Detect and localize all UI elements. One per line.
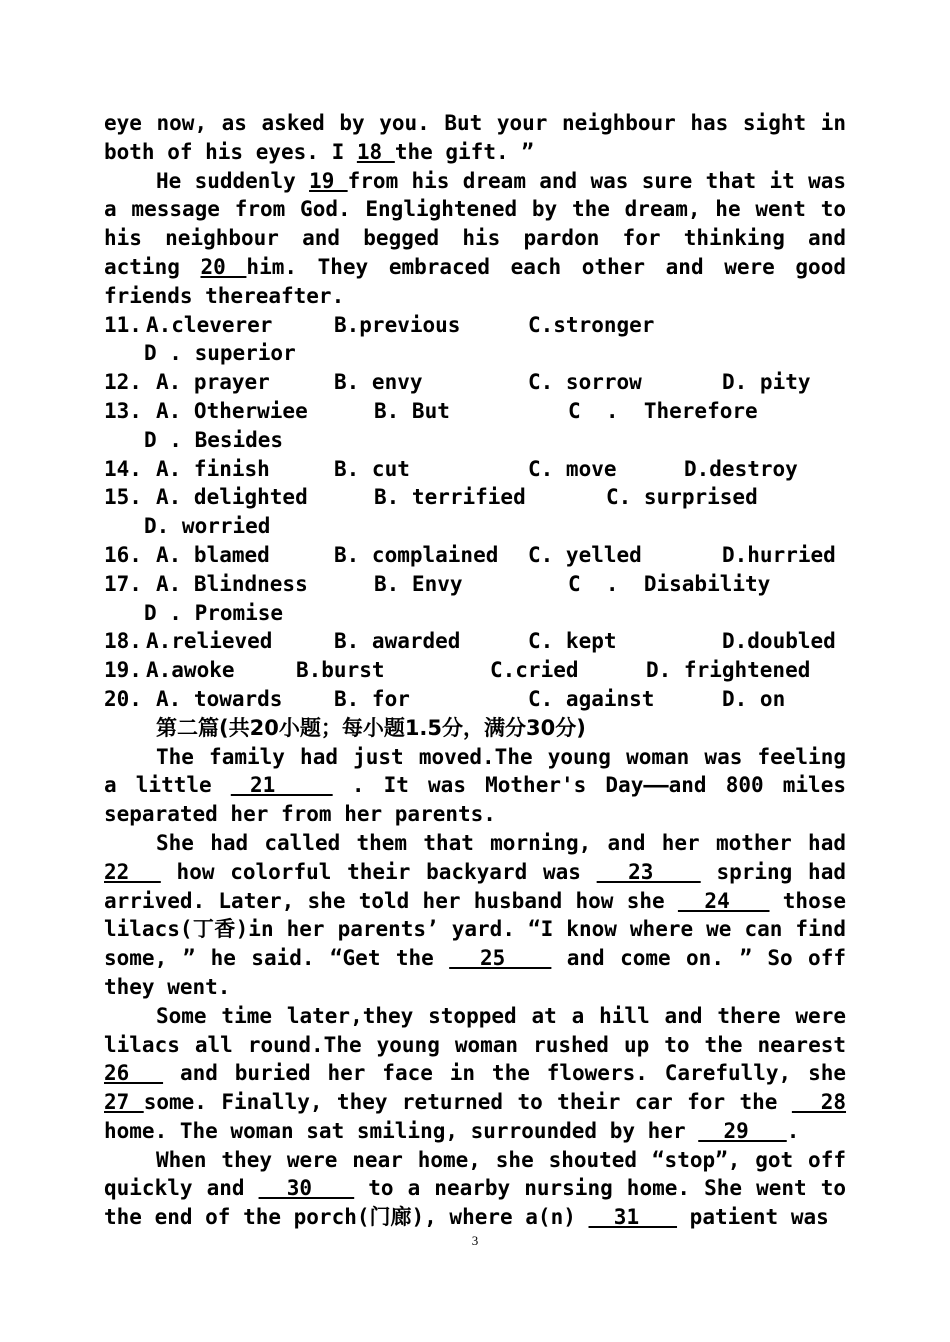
blank-31: 31 [588,1205,678,1230]
text-run: home. The woman sat smiling, surrounded by her [104,1118,699,1143]
option-a: A. delighted [156,485,308,510]
passage2-paragraph-1 [104,743,846,829]
question-number: 14. [104,456,142,481]
question-number: 19. [104,658,142,683]
option-d: D.doubled [722,629,836,654]
option-c: C. against [528,686,655,711]
question-item [104,656,846,685]
question-item [104,311,846,369]
blank-26: 26 [104,1061,164,1086]
blank-22: 22 [104,859,161,884]
option-d: D. worried [144,514,271,539]
question-item [104,570,846,628]
text-run: how colorful their backyard was [160,859,597,884]
option-d: D . superior [144,341,296,366]
option-a: A.awoke [146,658,235,683]
passage2-paragraph-4 [104,1146,846,1232]
option-d: D . Promise [144,600,284,625]
option-c: C.stronger [528,312,655,337]
option-c: C. surprised [606,485,758,510]
option-a: A.cleverer [146,312,273,337]
question-number: 13. [104,398,142,423]
option-b: B.burst [296,658,385,683]
blank-23: 23 [596,859,701,884]
option-a: A.relieved [146,629,273,654]
text-run: those lilacs(丁香)in her parents’ yard. “I know where we can find some, ” he said. “Get the [104,888,846,971]
option-c: C. yelled [528,542,642,567]
blank-18: 18 [356,139,395,164]
question-item [104,397,846,455]
option-d: D.destroy [684,456,798,481]
option-d: D. frightened [646,658,811,683]
text-run: and buried her face in the flowers. Carefully, she [163,1061,847,1086]
option-a: A. towards [156,686,283,711]
option-a: A. blamed [156,542,270,567]
text-run: The family had just moved.The young woman was feeling a little [104,744,846,798]
option-b: B. awarded [334,629,461,654]
question-number: 18. [104,629,142,654]
option-c: C . Disability [568,571,771,596]
question-number: 16. [104,542,142,567]
text-run: He suddenly [156,168,310,193]
text-run: . [786,1118,800,1143]
question-number: 11. [104,312,142,337]
option-d: D.hurried [722,542,836,567]
text-run: Some time later,they stopped at a hill and there were lilacs all round.The young woman rushed up to the nearest [104,1003,846,1057]
option-a: A. finish [156,456,270,481]
blank-19: 19 [309,168,348,193]
blank-29: 29 [698,1118,787,1143]
option-c: C. move [528,456,617,481]
blank-20: 20 [200,254,247,279]
text-run: patient was [677,1205,829,1230]
question-item [104,368,846,397]
question-list [104,311,846,714]
option-d: D . Besides [144,427,284,452]
question-item [104,627,846,656]
question-item [104,483,846,541]
text-run: to a nearby nursing home. She went to the end of the porch(门廊), where a(n) [104,1176,846,1230]
option-b: B. Envy [374,571,463,596]
option-b: B. cut [334,456,410,481]
question-number: 20. [104,686,142,711]
question-item [104,541,846,570]
document-page [104,109,846,1232]
text-run: She had called them that morning, and her mother had [156,830,846,855]
passage1-paragraph-2 [104,167,846,311]
option-b: B. But [374,398,450,423]
option-c: C . Therefore [568,398,758,423]
text-run: him. They embraced each other and were good friends thereafter. [104,254,846,308]
text-run: and come on. ” So off they went. [104,946,846,999]
blank-30: 30 [258,1176,355,1201]
blank-28: 28 [791,1090,847,1115]
blank-24: 24 [677,888,770,913]
page-number: 3 [471,1233,479,1248]
option-c: C.cried [490,658,579,683]
question-item [104,685,846,714]
question-number: 15. [104,485,142,510]
option-a: A. Otherwiee [156,398,308,423]
section-heading: 第二篇(共20小题；每小题1.5分，满分30分) [156,715,586,740]
option-a: A. prayer [156,370,270,395]
option-d: D. on [722,686,786,711]
option-d: D. pity [722,370,811,395]
option-b: B.previous [334,312,461,337]
option-b: B. envy [334,370,423,395]
question-number: 12. [104,370,142,395]
option-a: A. Blindness [156,571,308,596]
option-b: B. for [334,686,410,711]
text-run: eye now, as asked by you. But your neighbour has sight in both of his eyes. I [104,111,846,164]
blank-21: 21 [230,773,333,798]
text-run: from his dream and was sure that it was a message from God. Englightened by the dream, he went to his neighbour and begged his pardon for thinking and acting [104,168,846,279]
passage1-paragraph-1 [104,109,846,167]
question-number: 17. [104,571,142,596]
text-run: the gift. ” [394,139,534,164]
question-item [104,455,846,484]
option-c: C. sorrow [528,370,642,395]
blank-25: 25 [449,946,552,971]
text-run: some. Finally, they returned to their car for the [143,1090,792,1115]
passage2-paragraph-2 [104,829,846,1002]
text-run: . It was Mother's Day——and 800 miles separated her from her parents. [104,773,846,827]
option-c: C. kept [528,629,617,654]
passage2-paragraph-3 [104,1002,846,1146]
option-b: B. terrified [374,485,526,510]
text-run: spring had arrived. Later, she told her husband how she [104,859,846,913]
blank-27: 27 [104,1090,144,1115]
text-run: When they were near home, she shouted “stop”, got off quickly and [104,1147,846,1201]
option-b: B. complained [334,542,499,567]
